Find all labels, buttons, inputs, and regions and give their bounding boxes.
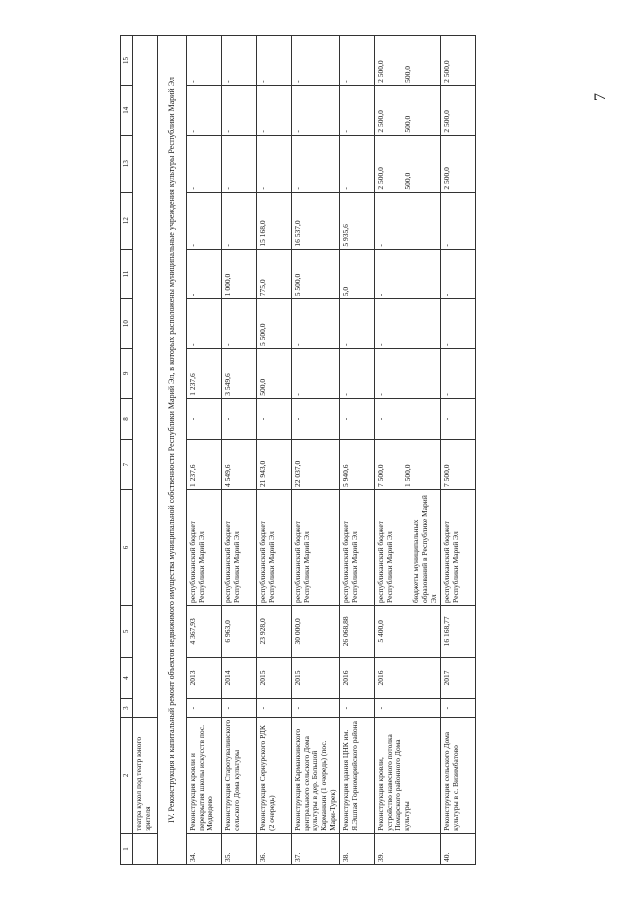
year-2015-value: 5 500,0 bbox=[293, 273, 302, 297]
year-2016 bbox=[375, 192, 441, 249]
year-2018-value: 2 500,0 bbox=[376, 110, 386, 133]
year-2019 bbox=[222, 36, 257, 86]
amount-total bbox=[292, 440, 340, 490]
col-num: 1 bbox=[121, 833, 133, 864]
amount-total-secondary-value: 1 500,0 bbox=[402, 464, 412, 487]
year-2013-value: 3 549,6 bbox=[223, 373, 232, 396]
year-2016-value: - bbox=[376, 244, 386, 247]
row-number bbox=[222, 833, 257, 864]
section-row bbox=[158, 36, 187, 865]
col3-value bbox=[187, 699, 222, 718]
total-cost bbox=[375, 605, 441, 657]
year-2019 bbox=[375, 36, 441, 86]
year-value: 2015 bbox=[258, 670, 267, 686]
table-row bbox=[340, 36, 375, 865]
col-num: 4 bbox=[121, 657, 133, 698]
amount-total bbox=[441, 440, 476, 490]
year-2016-value: 15 168,0 bbox=[258, 220, 267, 247]
year-2014-value: - bbox=[376, 343, 386, 347]
funding-source-value: республиканский бюджет Республики Марий Эл bbox=[188, 521, 206, 603]
col8-value bbox=[292, 398, 340, 439]
section-title: IV. Реконструкция и капитальный ремонт объектов недвижимого имущества муниципальной собственности Республики Марий Эл, в которых расположены муниципальные учреждения культуры Республики Марий Эл bbox=[158, 36, 187, 865]
year-2013 bbox=[257, 349, 292, 399]
funding-source bbox=[375, 489, 441, 605]
year-2016-value: - bbox=[223, 244, 232, 247]
year-2018 bbox=[441, 85, 476, 135]
funding-source-value: республиканский бюджет Республики Марий Эл bbox=[258, 521, 276, 603]
year-2015 bbox=[375, 249, 441, 299]
row-number bbox=[340, 833, 375, 864]
total-cost-value: 23 928,0 bbox=[258, 618, 267, 645]
year-2018 bbox=[257, 85, 292, 135]
year-2019-value: - bbox=[223, 80, 232, 83]
year-2016 bbox=[340, 192, 375, 249]
funding-source bbox=[187, 489, 222, 605]
year-2019-value: - bbox=[258, 80, 267, 83]
year-2014 bbox=[187, 299, 222, 349]
col-num: 13 bbox=[121, 135, 133, 192]
year-2017 bbox=[441, 135, 476, 192]
row-number bbox=[292, 833, 340, 864]
object-name bbox=[441, 717, 476, 833]
table-row bbox=[375, 36, 441, 865]
year-2013-value: - bbox=[442, 393, 452, 396]
col3-value-value: - bbox=[188, 706, 197, 710]
col3-value-value: - bbox=[341, 706, 351, 710]
funding-source bbox=[292, 489, 340, 605]
year bbox=[375, 657, 441, 698]
object-name bbox=[222, 717, 257, 833]
year-2019-value: - bbox=[341, 80, 351, 83]
funding-source-value: республиканский бюджет Республики Марий Эл bbox=[376, 521, 394, 603]
total-cost bbox=[187, 605, 222, 657]
year-2015 bbox=[292, 249, 340, 299]
year-2019 bbox=[292, 36, 340, 86]
table-row bbox=[187, 36, 222, 865]
object-name-value: Реконструкция Старотувалинского сельского Дома культуры bbox=[223, 719, 241, 831]
year-value: 2017 bbox=[442, 670, 452, 686]
amount-total bbox=[340, 440, 375, 490]
year-2017 bbox=[375, 135, 441, 192]
col-num: 14 bbox=[121, 85, 133, 135]
total-cost-value: 5 400,0 bbox=[376, 620, 386, 643]
col-num: 10 bbox=[121, 299, 133, 349]
year-2015-value: - bbox=[376, 293, 386, 297]
year-2013 bbox=[292, 349, 340, 399]
col3-value bbox=[222, 699, 257, 718]
year-2018-value: - bbox=[258, 130, 267, 133]
row-number-value: 37. bbox=[293, 852, 302, 862]
object-name-value: Реконструкция здания ЦНК им. Я.Эшпая Горномарийского района bbox=[341, 721, 359, 831]
year-2013 bbox=[340, 349, 375, 399]
funding-source-secondary-value: бюджеты муниципальных образований в Республике Марий Эл bbox=[411, 495, 438, 603]
funding-source bbox=[222, 489, 257, 605]
col8-value-value: - bbox=[293, 417, 302, 421]
funding-source bbox=[340, 489, 375, 605]
year-2014 bbox=[222, 299, 257, 349]
col-num: 11 bbox=[121, 249, 133, 299]
year-2015-value: - bbox=[188, 293, 197, 297]
row-number-value: 35. bbox=[223, 852, 232, 862]
col8-value bbox=[340, 398, 375, 439]
funding-source-value: республиканский бюджет Республики Марий Эл bbox=[442, 521, 460, 603]
col8-value bbox=[187, 398, 222, 439]
row-number bbox=[187, 833, 222, 864]
year-2014 bbox=[292, 299, 340, 349]
year-2015-value: 775,0 bbox=[258, 279, 267, 297]
year-2017 bbox=[292, 135, 340, 192]
year-2015-value: 1 000,0 bbox=[223, 273, 232, 297]
year-2019 bbox=[441, 36, 476, 86]
col8-value-value: - bbox=[223, 417, 232, 421]
col-num: 5 bbox=[121, 605, 133, 657]
carry-over-row bbox=[133, 36, 158, 865]
year-2018 bbox=[222, 85, 257, 135]
funding-source-value: республиканский бюджет Республики Марий Эл bbox=[341, 521, 359, 603]
year-2017-value: - bbox=[293, 187, 302, 190]
year bbox=[292, 657, 340, 698]
amount-total-value: 4 549,6 bbox=[223, 464, 232, 487]
year bbox=[441, 657, 476, 698]
year-2014 bbox=[340, 299, 375, 349]
col-num: 8 bbox=[121, 398, 133, 439]
carry-over-text: театра кукол под театр юного зрителя bbox=[133, 717, 158, 833]
col3-value-value: - bbox=[258, 706, 267, 710]
total-cost bbox=[257, 605, 292, 657]
table-row bbox=[222, 36, 257, 865]
col3-value bbox=[375, 699, 441, 718]
year-2013-value: 1 237,6 bbox=[188, 373, 197, 396]
amount-total bbox=[375, 440, 441, 490]
year-2018-value: - bbox=[188, 130, 197, 133]
column-number-row bbox=[121, 36, 133, 865]
funding-source bbox=[441, 489, 476, 605]
col8-value bbox=[441, 398, 476, 439]
year-2017-value: 2 500,0 bbox=[442, 167, 452, 190]
table-row bbox=[292, 36, 340, 865]
year-2019-value: - bbox=[188, 80, 197, 83]
amount-total-value: 22 037,0 bbox=[293, 460, 302, 487]
year-2016 bbox=[257, 192, 292, 249]
year-2016 bbox=[441, 192, 476, 249]
amount-total-value: 21 943,0 bbox=[258, 460, 267, 487]
object-name-value: Реконструкция кровли, устройство навесного потолка Помарского районного Дома культуры bbox=[376, 734, 411, 831]
year-2013 bbox=[375, 349, 441, 399]
year-2013 bbox=[187, 349, 222, 399]
object-name bbox=[187, 717, 222, 833]
funding-source-value: республиканский бюджет Республики Марий Эл bbox=[223, 521, 241, 603]
col-num: 6 bbox=[121, 489, 133, 605]
object-name-value: Реконструкция кровли и перекрытия школы искусств пос. Медведево bbox=[188, 724, 215, 831]
year-2018-value: - bbox=[293, 130, 302, 133]
col3-value-value: - bbox=[376, 706, 386, 710]
year-value: 2016 bbox=[341, 670, 351, 686]
year-2014-value: 5 500,0 bbox=[258, 323, 267, 347]
col-num: 15 bbox=[121, 36, 133, 86]
amount-total bbox=[257, 440, 292, 490]
total-cost bbox=[441, 605, 476, 657]
year bbox=[340, 657, 375, 698]
col8-value-value: - bbox=[442, 417, 452, 421]
col8-value-value: - bbox=[188, 417, 197, 421]
year-2016-value: - bbox=[188, 244, 197, 247]
object-name bbox=[375, 717, 441, 833]
table-body bbox=[187, 36, 476, 865]
table-row bbox=[257, 36, 292, 865]
amount-total-value: 5 940,6 bbox=[341, 464, 351, 487]
year-2019-value: - bbox=[293, 80, 302, 83]
year-2017-value: - bbox=[188, 187, 197, 190]
year-2014-value: - bbox=[442, 343, 452, 347]
year-2015 bbox=[187, 249, 222, 299]
amount-total-value: 7 500,0 bbox=[376, 464, 386, 487]
amount-total bbox=[222, 440, 257, 490]
year-2017-value: - bbox=[341, 187, 351, 190]
year-2017-value: - bbox=[258, 187, 267, 190]
total-cost-value: 30 000,0 bbox=[293, 618, 302, 645]
table-row bbox=[441, 36, 476, 865]
year-2017-secondary-value: 500,0 bbox=[402, 172, 412, 190]
year-2016 bbox=[187, 192, 222, 249]
year-2013-value: - bbox=[293, 393, 302, 396]
year-value: 2016 bbox=[376, 670, 386, 686]
year-2018-value: - bbox=[223, 130, 232, 133]
year-2018 bbox=[292, 85, 340, 135]
col8-value-value: - bbox=[258, 417, 267, 421]
year bbox=[257, 657, 292, 698]
year-2016-value: 16 537,0 bbox=[293, 220, 302, 247]
row-number-value: 40. bbox=[442, 852, 452, 862]
year-2013-value: 500,0 bbox=[258, 378, 267, 396]
year-2019-value: 2 500,0 bbox=[376, 60, 386, 83]
object-name bbox=[340, 717, 375, 833]
year-2019 bbox=[187, 36, 222, 86]
year-2018 bbox=[340, 85, 375, 135]
year-2015 bbox=[222, 249, 257, 299]
total-cost-value: 16 168,77 bbox=[442, 616, 452, 647]
year-2017 bbox=[222, 135, 257, 192]
object-name-value: Реконструкция Сернурского РДК (2 очередь) bbox=[258, 725, 276, 831]
year-value: 2014 bbox=[223, 670, 232, 686]
col3-value bbox=[340, 699, 375, 718]
year-2013-value: - bbox=[341, 393, 351, 396]
col3-value-value: - bbox=[223, 706, 232, 710]
year-2016-value: - bbox=[442, 244, 452, 247]
col8-value bbox=[257, 398, 292, 439]
col8-value-value: - bbox=[376, 417, 386, 421]
col3-value-value: - bbox=[293, 706, 302, 710]
year-2014-value: - bbox=[341, 343, 351, 347]
year bbox=[222, 657, 257, 698]
total-cost bbox=[292, 605, 340, 657]
year bbox=[187, 657, 222, 698]
col3-value bbox=[292, 699, 340, 718]
amount-total-value: 1 237,6 bbox=[188, 464, 197, 487]
year-2016 bbox=[222, 192, 257, 249]
funding-source-value: республиканский бюджет Республики Марий Эл bbox=[293, 521, 311, 603]
row-number bbox=[441, 833, 476, 864]
year-2013-value: - bbox=[376, 393, 386, 396]
amount-total bbox=[187, 440, 222, 490]
year-2014-value: - bbox=[223, 343, 232, 347]
year-value: 2013 bbox=[188, 670, 197, 686]
year-2014 bbox=[441, 299, 476, 349]
page-number: 7 bbox=[592, 93, 609, 101]
year-value: 2015 bbox=[293, 670, 302, 686]
year-2018 bbox=[187, 85, 222, 135]
total-cost-value: 6 963,0 bbox=[223, 620, 232, 643]
year-2015-value: - bbox=[442, 293, 452, 297]
year-2016 bbox=[292, 192, 340, 249]
total-cost-value: 4 367,93 bbox=[188, 618, 197, 645]
row-number-value: 38. bbox=[341, 852, 351, 862]
total-cost-value: 26 068,88 bbox=[341, 616, 351, 647]
total-cost bbox=[340, 605, 375, 657]
col3-value-value: - bbox=[442, 706, 452, 710]
row-number bbox=[257, 833, 292, 864]
col8-value bbox=[222, 398, 257, 439]
col8-value bbox=[375, 398, 441, 439]
year-2017 bbox=[257, 135, 292, 192]
program-table bbox=[120, 35, 476, 865]
total-cost bbox=[222, 605, 257, 657]
year-2014-value: - bbox=[188, 343, 197, 347]
row-number-value: 39. bbox=[376, 852, 386, 862]
year-2014-value: - bbox=[293, 343, 302, 347]
year-2013 bbox=[441, 349, 476, 399]
object-name bbox=[292, 717, 340, 833]
object-name-value: Реконструкция сельского Дома культуры в с. Визимбатово bbox=[442, 731, 460, 831]
col3-value bbox=[257, 699, 292, 718]
year-2017 bbox=[340, 135, 375, 192]
year-2017-value: - bbox=[223, 187, 232, 190]
year-2015 bbox=[340, 249, 375, 299]
col-num: 3 bbox=[121, 699, 133, 718]
year-2019 bbox=[257, 36, 292, 86]
col-num: 7 bbox=[121, 440, 133, 490]
col8-value-value: - bbox=[341, 417, 351, 421]
year-2017-value: 2 500,0 bbox=[376, 167, 386, 190]
year-2017 bbox=[187, 135, 222, 192]
table-stage bbox=[120, 35, 500, 865]
year-2018-secondary-value: 500,0 bbox=[402, 115, 412, 133]
year-2014 bbox=[375, 299, 441, 349]
col-num: 2 bbox=[121, 717, 133, 833]
row-number bbox=[375, 833, 441, 864]
amount-total-value: 7 500,0 bbox=[442, 464, 452, 487]
year-2015 bbox=[441, 249, 476, 299]
row-number-value: 36. bbox=[258, 852, 267, 862]
year-2018 bbox=[375, 85, 441, 135]
object-name bbox=[257, 717, 292, 833]
year-2013 bbox=[222, 349, 257, 399]
year-2019-value: 2 500,0 bbox=[442, 60, 452, 83]
year-2019 bbox=[340, 36, 375, 86]
year-2018-value: - bbox=[341, 130, 351, 133]
year-2014 bbox=[257, 299, 292, 349]
year-2015 bbox=[257, 249, 292, 299]
funding-source bbox=[257, 489, 292, 605]
col-num: 9 bbox=[121, 349, 133, 399]
object-name-value: Реконструкция Карманкинского центрального сельского Дома культуры в дер. Большой Карманкин (1 очередь) (пос. Мари-Турек) bbox=[293, 728, 337, 831]
year-2018-value: 2 500,0 bbox=[442, 110, 452, 133]
col-num: 12 bbox=[121, 192, 133, 249]
year-2015-value: 5,0 bbox=[341, 286, 351, 297]
year-2016-value: 5 935,6 bbox=[341, 224, 351, 247]
year-2019-secondary-value: 500,0 bbox=[402, 65, 412, 83]
col3-value bbox=[441, 699, 476, 718]
row-number-value: 34. bbox=[188, 852, 197, 862]
